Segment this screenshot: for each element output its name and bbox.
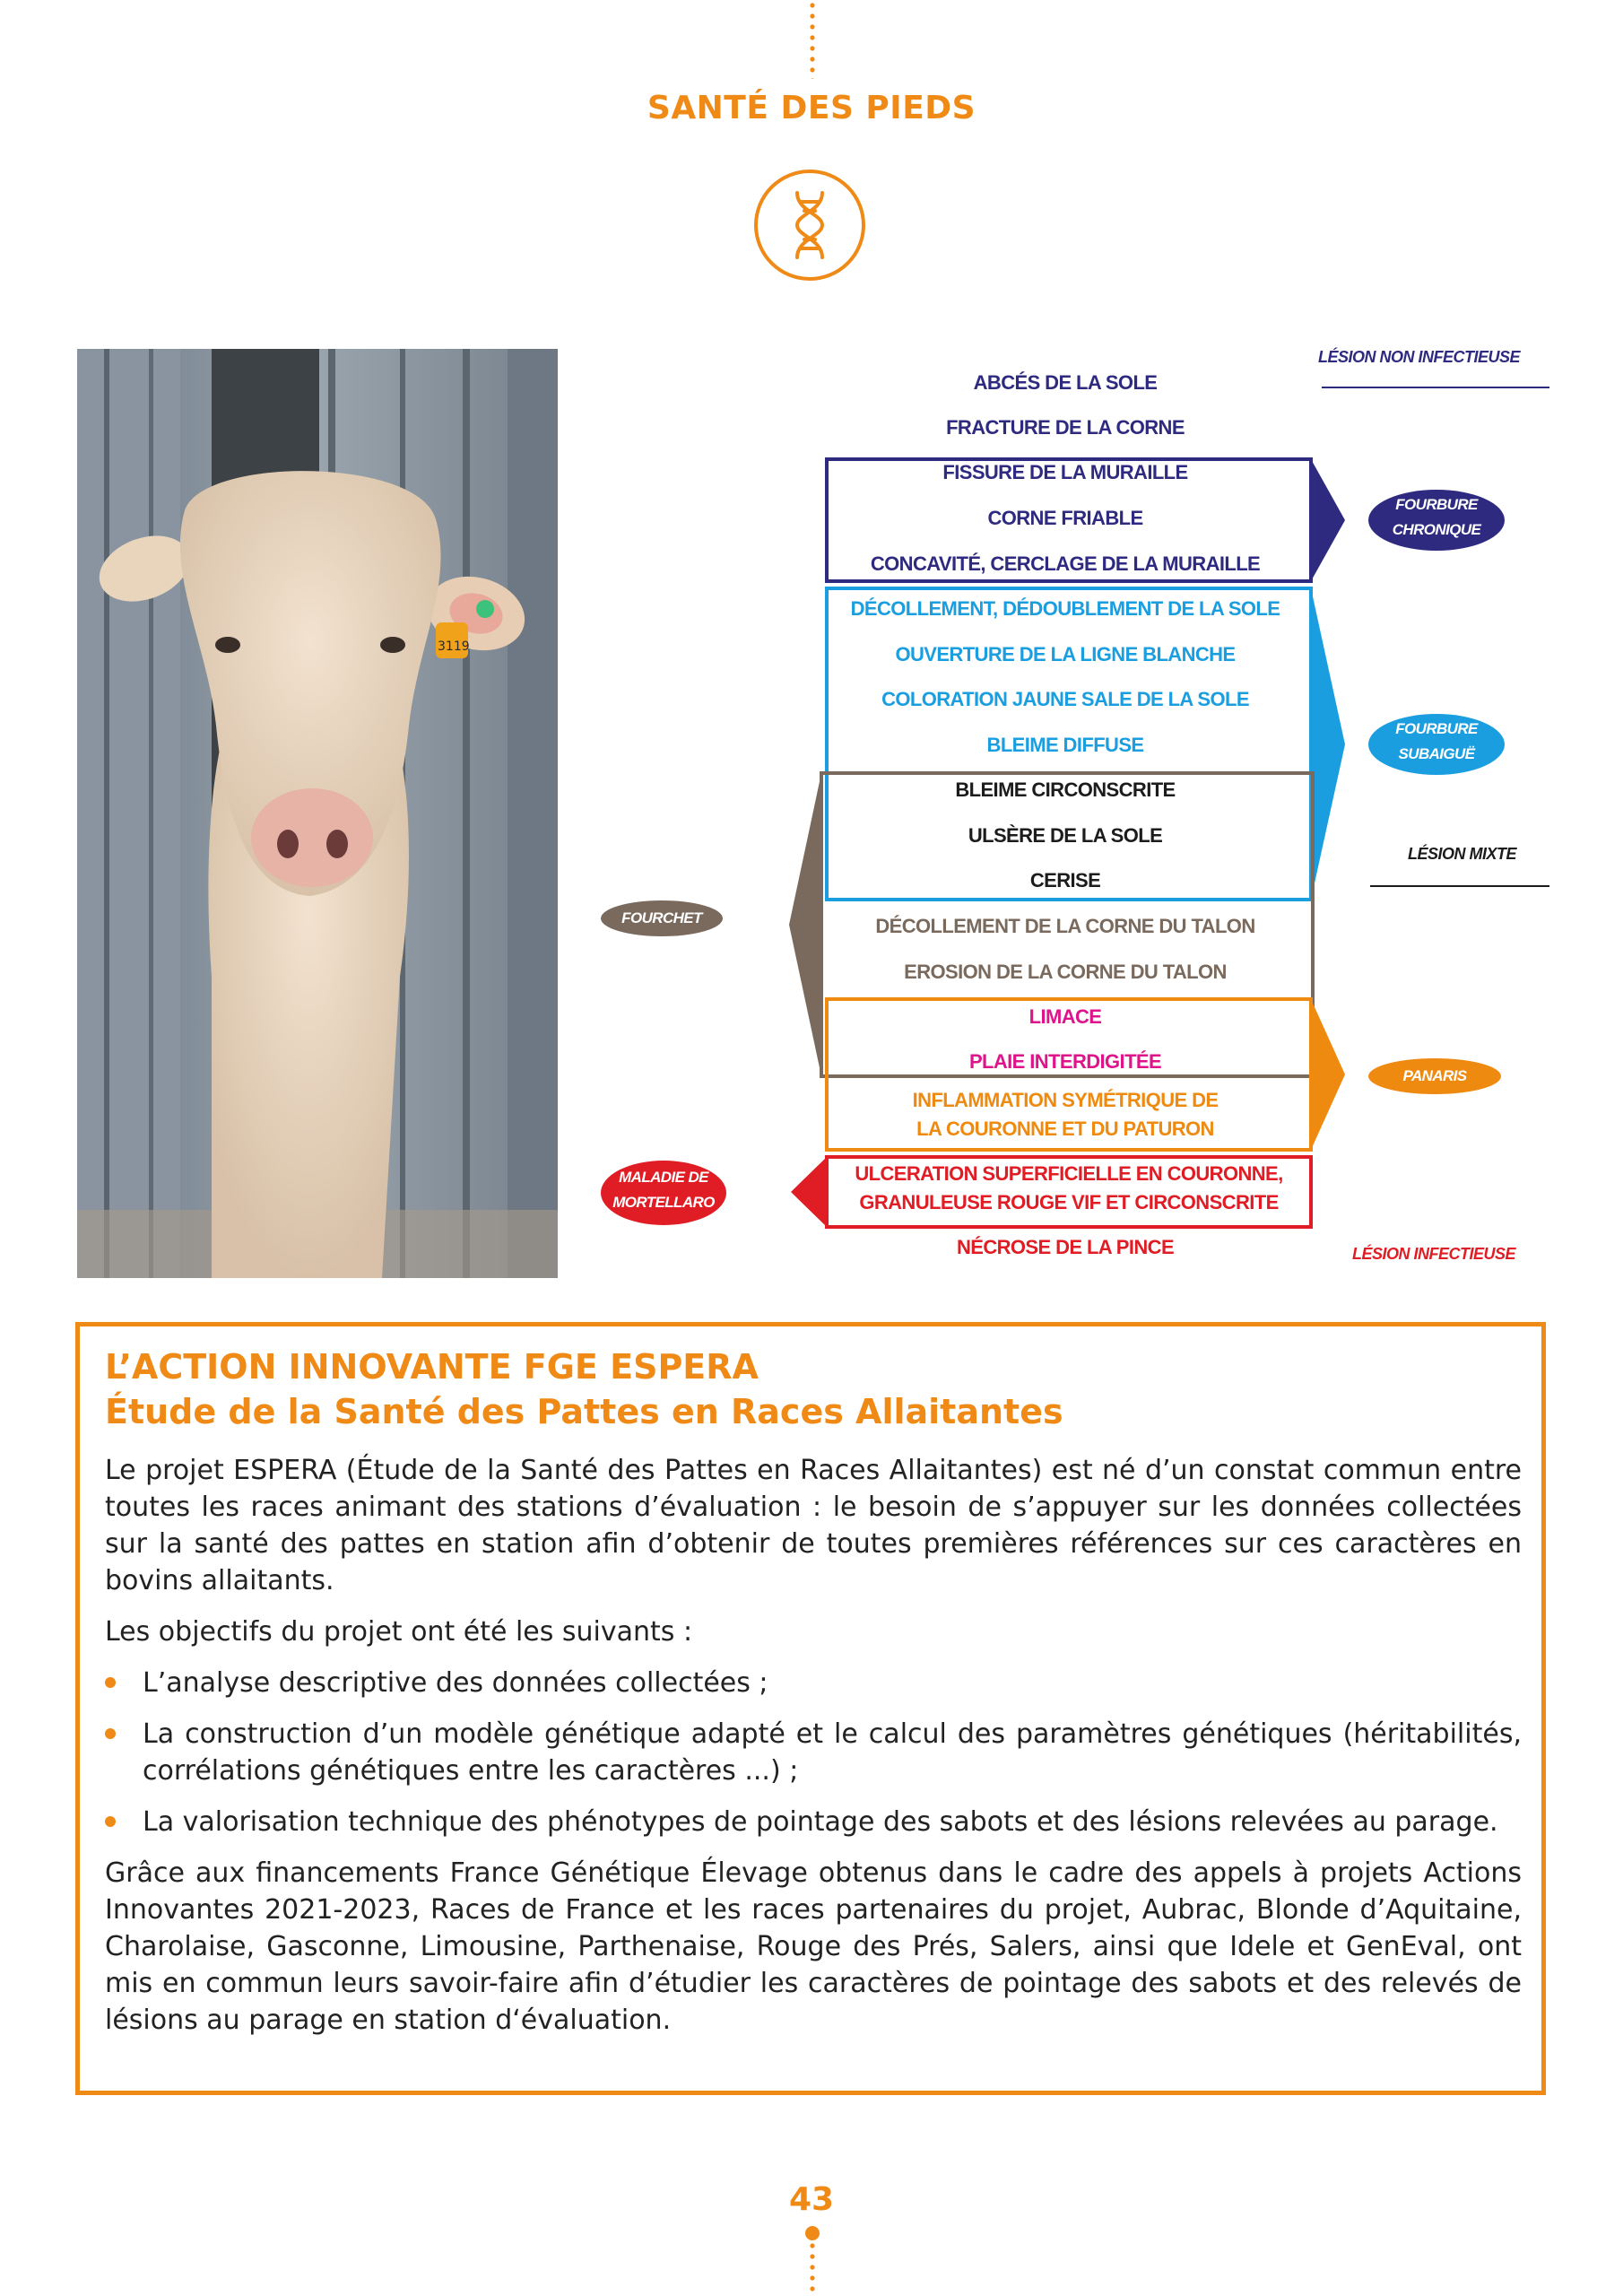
lesion-label: ULSÈRE DE LA SOLE	[968, 824, 1163, 847]
lesion-label: COLORATION JAUNE SALE DE LA SOLE	[881, 688, 1249, 710]
paragraph: Le projet ESPERA (Étude de la Santé des Pattes en Races Allaitantes) est né d’un constat commun entre toutes les races animant des stations d’évaluation : le besoin de s’appuyer sur les données collectées sur la santé des pattes en station afin d’obtenir de toutes premières références sur ces caractères en bovins allaitants.	[105, 1455, 1522, 1596]
lesion-label: ABCÉS DE LA SOLE	[973, 371, 1158, 394]
bullet-icon	[105, 1728, 116, 1739]
top-dotted-line	[810, 0, 815, 79]
lesion-label: DÉCOLLEMENT DE LA CORNE DU TALON	[875, 915, 1255, 937]
box-title: L’ACTION INNOVANTE FGE ESPERA	[105, 1347, 759, 1387]
bullet-icon	[105, 1677, 116, 1688]
legend-non-infectious: LÉSION NON INFECTIEUSE	[1318, 348, 1521, 366]
lesion-label: ULCERATION SUPERFICIELLE EN COURONNE,	[855, 1162, 1283, 1185]
disease-fourbure-subaigue: FOURBURE	[1395, 720, 1478, 737]
lesion-label: FISSURE DE LA MURAILLE	[942, 461, 1188, 483]
list-item	[105, 1716, 1522, 1789]
lesion-label: INFLAMMATION SYMÉTRIQUE DE	[912, 1089, 1219, 1111]
section-title: SANTÉ DES PIEDS	[647, 90, 976, 126]
espera-info-box	[75, 1322, 1546, 2095]
ear-tag-number: 3119	[438, 639, 470, 654]
list-item-text: La construction d’un modèle génétique adapté et le calcul des paramètres génétiques (héritabilités, corrélations génétiques entre les caractères ...) ;	[143, 1718, 1522, 1787]
hoof-lesion-diagram	[601, 348, 1560, 1281]
lesion-label: BLEIME DIFFUSE	[986, 734, 1144, 756]
disease-mortellaro: MORTELLARO	[612, 1194, 715, 1211]
bottom-dotted-line	[810, 2230, 815, 2296]
legend-infectious: LÉSION INFECTIEUSE	[1352, 1245, 1516, 1263]
bullet-icon	[105, 1816, 116, 1827]
disease-fourbure-subaigue: SUBAIGUË	[1398, 745, 1475, 762]
list-item-text: L’analyse descriptive des données collectées ;	[143, 1667, 768, 1699]
disease-fourbure-chronique: FOURBURE	[1395, 496, 1478, 513]
disease-panaris: PANARIS	[1402, 1067, 1467, 1084]
list-item	[105, 1665, 1522, 1701]
page-number: 43	[788, 2181, 835, 2218]
lesion-label: BLEIME CIRCONSCRITE	[955, 778, 1176, 801]
dna-icon	[752, 168, 867, 283]
lesion-label: EROSION DE LA CORNE DU TALON	[904, 961, 1227, 983]
disease-fourchet: FOURCHET	[621, 909, 702, 926]
paragraph: Les objectifs du projet ont été les suivants :	[105, 1616, 693, 1648]
lesion-label: CONCAVITÉ, CERCLAGE DE LA MURAILLE	[870, 552, 1261, 575]
lesion-label: PLAIE INTERDIGITÉE	[968, 1050, 1162, 1073]
cow-photo	[77, 349, 558, 1278]
disease-mortellaro: MALADIE DE	[619, 1169, 708, 1186]
lesion-label: LIMACE	[1028, 1005, 1102, 1028]
legend-mixed: LÉSION MIXTE	[1408, 845, 1517, 863]
lesion-label: DÉCOLLEMENT, DÉDOUBLEMENT DE LA SOLE	[850, 597, 1280, 620]
list-item-text: La valorisation technique des phénotypes de pointage des sabots et des lésions relevées au parage.	[143, 1806, 1498, 1838]
lesion-label: CERISE	[1029, 869, 1101, 891]
paragraph: Grâce aux financements France Génétique Élevage obtenus dans le cadre des appels à projets Actions Innovantes 2021-2023, Races de France et les races partenaires du projet, Aubrac, Blonde d’Aquitaine, Charolaise, Gasconne, Limousine, Parthenaise, Rouge des Prés, Salers, ainsi que Idele et GenEval, ont mis en commun leurs savoir-faire afin d’étudier les caractères de pointage des sabots et des relevés de lésions au parage en station d‘évaluation.	[105, 1857, 1522, 2036]
lesion-label: FRACTURE DE LA CORNE	[946, 416, 1185, 439]
lesion-label: CORNE FRIABLE	[987, 507, 1143, 529]
lesion-label: NÉCROSE DE LA PINCE	[956, 1236, 1175, 1258]
list-item	[105, 1804, 1522, 1840]
lesion-label: GRANULEUSE ROUGE VIF ET CIRCONSCRITE	[859, 1191, 1279, 1213]
box-subtitle: Étude de la Santé des Pattes en Races Allaitantes	[105, 1392, 1063, 1431]
lesion-label: LA COURONNE ET DU PATURON	[916, 1118, 1214, 1140]
lesion-label: OUVERTURE DE LA LIGNE BLANCHE	[895, 643, 1236, 665]
disease-fourbure-chronique: CHRONIQUE	[1392, 521, 1481, 538]
